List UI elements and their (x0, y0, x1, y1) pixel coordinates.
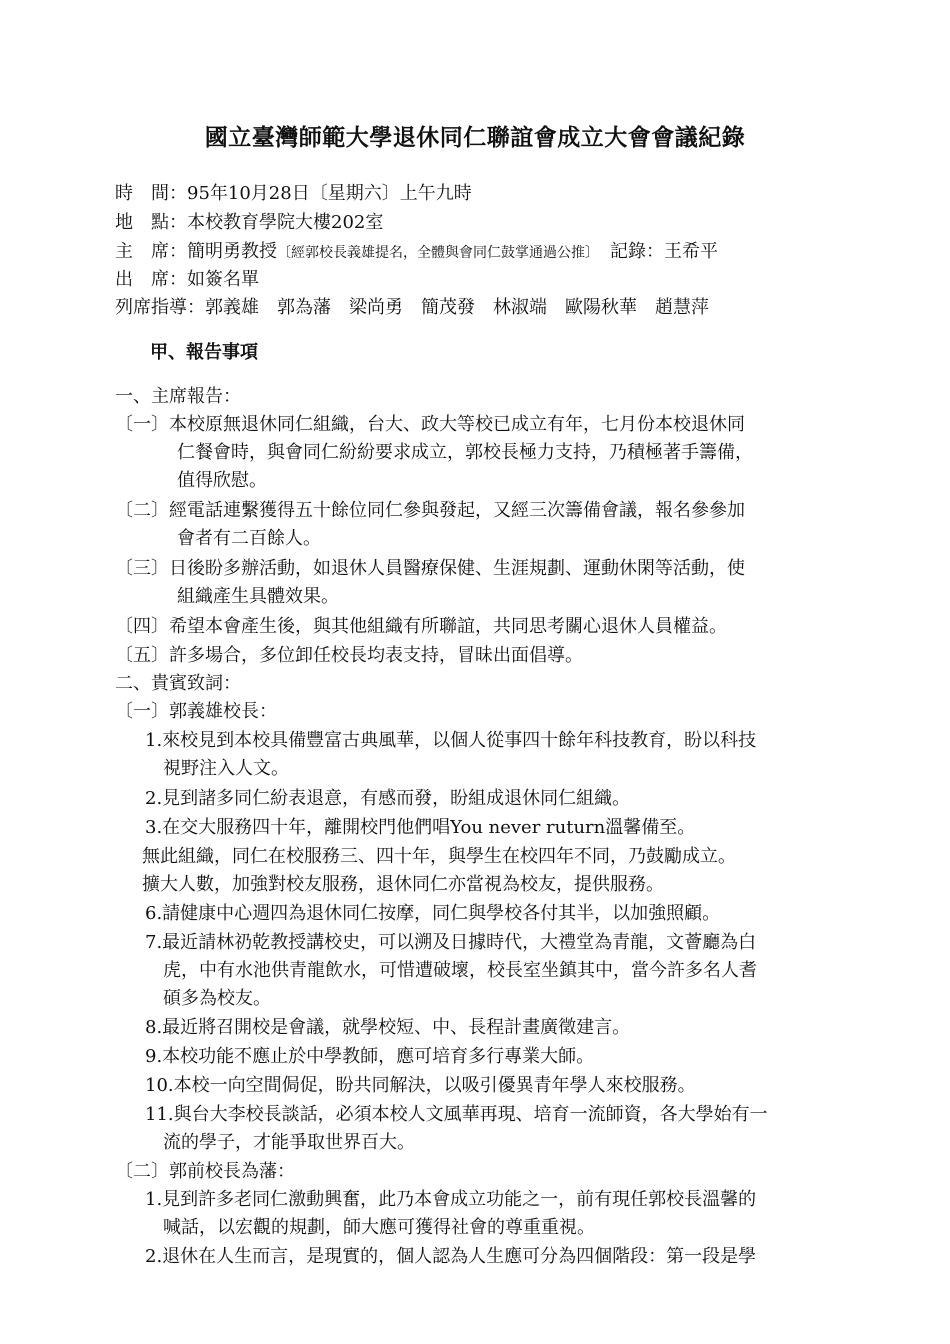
meta-place: 地 點：本校教育學院大樓202室 (115, 212, 384, 233)
chair-report-heading: 一、主席報告： (115, 386, 241, 407)
speech-1-item-11-line-1: 11.與台大李校長談話，必須本校人文風華再現、培育一流師資，各大學始有一 (145, 1104, 768, 1125)
speech-1-item-8: 8.最近將召開校是會議，就學校短、中、長程計畫廣徵建言。 (145, 1017, 631, 1038)
meta-recorder: 記錄：王希平 (610, 241, 718, 262)
document-title: 國立臺灣師範大學退休同仁聯誼會成立大會會議紀錄 (204, 124, 746, 151)
chair-item-3-line-2: 組織產生具體效果。 (177, 586, 339, 607)
speech-2-item-2-line-1: 2.退休在人生而言，是現實的，個人認為人生應可分為四個階段：第一段是學 (145, 1246, 757, 1267)
meta-chair-main: 主 席：簡明勇教授 (115, 241, 277, 262)
chair-item-2-line-1: 〔二〕經電話連繫獲得五十餘位同仁參與發起，又經三次籌備會議，報名參參加 (115, 500, 745, 521)
chair-item-4: 〔四〕希望本會產生後，與其他組織有所聯誼，共同思考關心退休人員權益。 (115, 616, 727, 637)
speech-1-item-6: 6.請健康中心週四為退休同仁按摩，同仁與學校各付其半，以加強照顧。 (145, 903, 721, 924)
chair-item-3-line-1: 〔三〕日後盼多辦活動，如退休人員醫療保健、生涯規劃、運動休閑等活動，使 (115, 558, 745, 579)
speech-1-item-1-line-1: 1.來校見到本校具備豐富古典風華，以個人從事四十餘年科技教育，盼以科技 (145, 730, 757, 751)
meta-time: 時 間：95年10月28日〔星期六〕上午九時 (115, 183, 472, 204)
speech-1-item-7-line-2: 虎，中有水池供青龍飲水，可惜遭破壞，校長室坐鎮其中，當今許多名人耆 (163, 960, 757, 981)
speech-1-item-5: 擴大人數，加強對校友服務，退休同仁亦當視為校友，提供服務。 (142, 874, 664, 895)
speech-2-item-1-line-1: 1.見到許多老同仁激動興奮，此乃本會成立功能之一，前有現任郭校長溫馨的 (145, 1189, 757, 1210)
meta-attendance: 出 席：如簽名單 (115, 269, 259, 290)
section-heading: 甲、報告事項 (150, 342, 258, 363)
chair-item-1-line-1: 〔一〕本校原無退休同仁組織，台大、政大等校已成立有年，七月份本校退休同 (115, 414, 745, 435)
guest-speech-heading: 二、貴賓致詞： (115, 673, 241, 694)
speech-1-item-11-line-2: 流的學子，才能爭取世界百大。 (163, 1132, 415, 1153)
speaker-1: 〔一〕郭義雄校長： (115, 701, 277, 722)
speech-1-item-1-line-2: 視野注入人文。 (163, 758, 289, 779)
meta-chair-note: 〔經郭校長義雄提名，全體與會同仁鼓掌通過公推〕 (277, 245, 592, 261)
speech-1-item-7-line-3: 碩多為校友。 (163, 988, 271, 1009)
speech-1-item-9: 9.本校功能不應止於中學教師，應可培育多行專業大師。 (145, 1046, 595, 1067)
speech-1-item-7-line-1: 7.最近請林礽乾教授講校史，可以溯及日據時代，大禮堂為青龍，文薈廳為白 (145, 932, 757, 953)
chair-item-2-line-2: 會者有二百餘人。 (177, 528, 321, 549)
speech-2-item-1-line-2: 喊話，以宏觀的規劃，師大應可獲得社會的尊重重視。 (163, 1217, 595, 1238)
speaker-2: 〔二〕郭前校長為藩： (115, 1161, 295, 1182)
speech-1-item-2: 2.見到諸多同仁紛表退意，有感而發，盼組成退休同仁組織。 (145, 788, 631, 809)
speech-1-item-10: 10.本校一向空間侷促，盼共同解決，以吸引優異青年學人來校服務。 (145, 1075, 696, 1096)
speech-1-item-4: 無此組織，同仁在校服務三、四十年，與學生在校四年不同，乃鼓勵成立。 (142, 846, 736, 867)
speech-1-item-3: 3.在交大服務四十年，離開校門他們唱You never ruturn溫馨備至。 (145, 817, 696, 838)
chair-item-1-line-3: 值得欣慰。 (177, 470, 267, 491)
chair-item-5: 〔五〕許多場合，多位卸任校長均表支持，冒昧出面倡導。 (115, 645, 583, 666)
meta-chair (115, 240, 718, 265)
meta-guests: 列席指導：郭義雄 郭為藩 梁尚勇 簡茂發 林淑端 歐陽秋華 趙慧萍 (115, 297, 709, 318)
chair-item-1-line-2: 仁餐會時，與會同仁紛紛要求成立，郭校長極力支持，乃積極著手籌備， (177, 442, 753, 463)
